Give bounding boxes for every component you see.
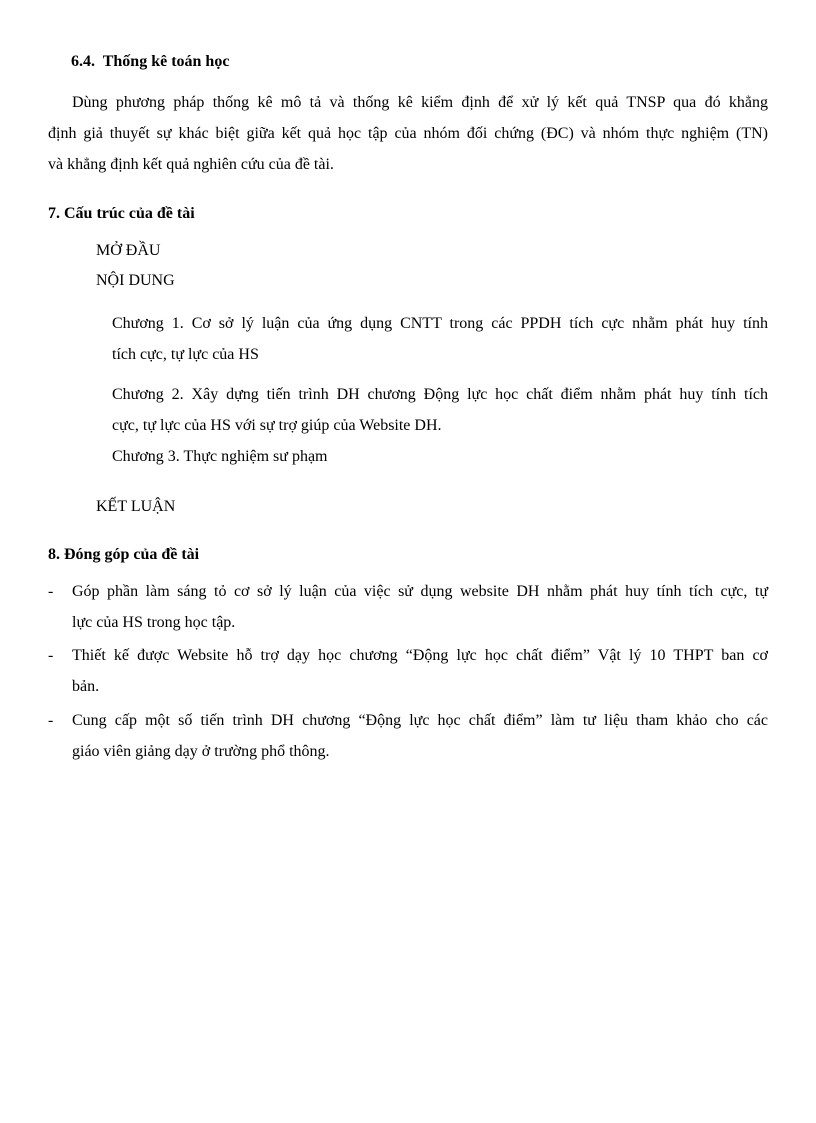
conclusion-label: KẾT LUẬN	[96, 498, 176, 515]
chapter-2-line: Chương 2. Xây dựng tiến trình DH chương Động lực học chất điểm nhằm phát huy tính tích	[112, 386, 768, 403]
section-6-4-heading	[71, 52, 229, 72]
bullet-dash: -	[48, 712, 54, 729]
intro-label: MỞ ĐẦU	[96, 242, 161, 259]
chapter-1-line: Chương 1. Cơ sở lý luận của ứng dụng CNTT trong các PPDH tích cực nhằm phát huy tính	[112, 315, 768, 332]
contribution-item-line: Góp phần làm sáng tỏ cơ sở lý luận của việc sử dụng website DH nhằm phát huy tính tích cực, tự	[72, 583, 768, 600]
bullet-dash: -	[48, 583, 54, 600]
contribution-item-line: Cung cấp một số tiến trình DH chương “Động lực học chất điểm” làm tư liệu tham khảo cho các	[72, 712, 768, 729]
section-title: Thống kê toán học	[102, 53, 230, 70]
contribution-item-line: Thiết kế được Website hỗ trợ dạy học chương “Động lực học chất điểm” Vật lý 10 THPT ban cơ	[72, 647, 768, 664]
section-8-heading: 8. Đóng góp của đề tài	[48, 546, 200, 563]
content-label: NỘI DUNG	[96, 272, 175, 289]
contribution-item-line: bản.	[72, 678, 100, 695]
contribution-item-line: giáo viên giảng dạy ở trường phổ thông.	[72, 743, 330, 760]
chapter-1-line: tích cực, tự lực của HS	[112, 346, 259, 363]
paragraph-line: định giả thuyết sự khác biệt giữa kết quả học tập của nhóm đối chứng (ĐC) và nhóm thực nghiệm (TN)	[48, 125, 768, 142]
contribution-item-line: lực của HS trong học tập.	[72, 614, 236, 631]
chapter-3-line: Chương 3. Thực nghiệm sư phạm	[112, 448, 328, 465]
section-number: 6.4.	[71, 53, 95, 70]
chapter-2-line: cực, tự lực của HS với sự trợ giúp của Website DH.	[112, 417, 442, 434]
section-7-heading: 7. Cấu trúc của đề tài	[48, 205, 195, 222]
paragraph-line: và khẳng định kết quả nghiên cứu của đề tài.	[48, 156, 334, 173]
bullet-dash: -	[48, 647, 54, 664]
paragraph-line: Dùng phương pháp thống kê mô tả và thống kê kiểm định để xử lý kết quả TNSP qua đó khẳng	[72, 94, 768, 111]
